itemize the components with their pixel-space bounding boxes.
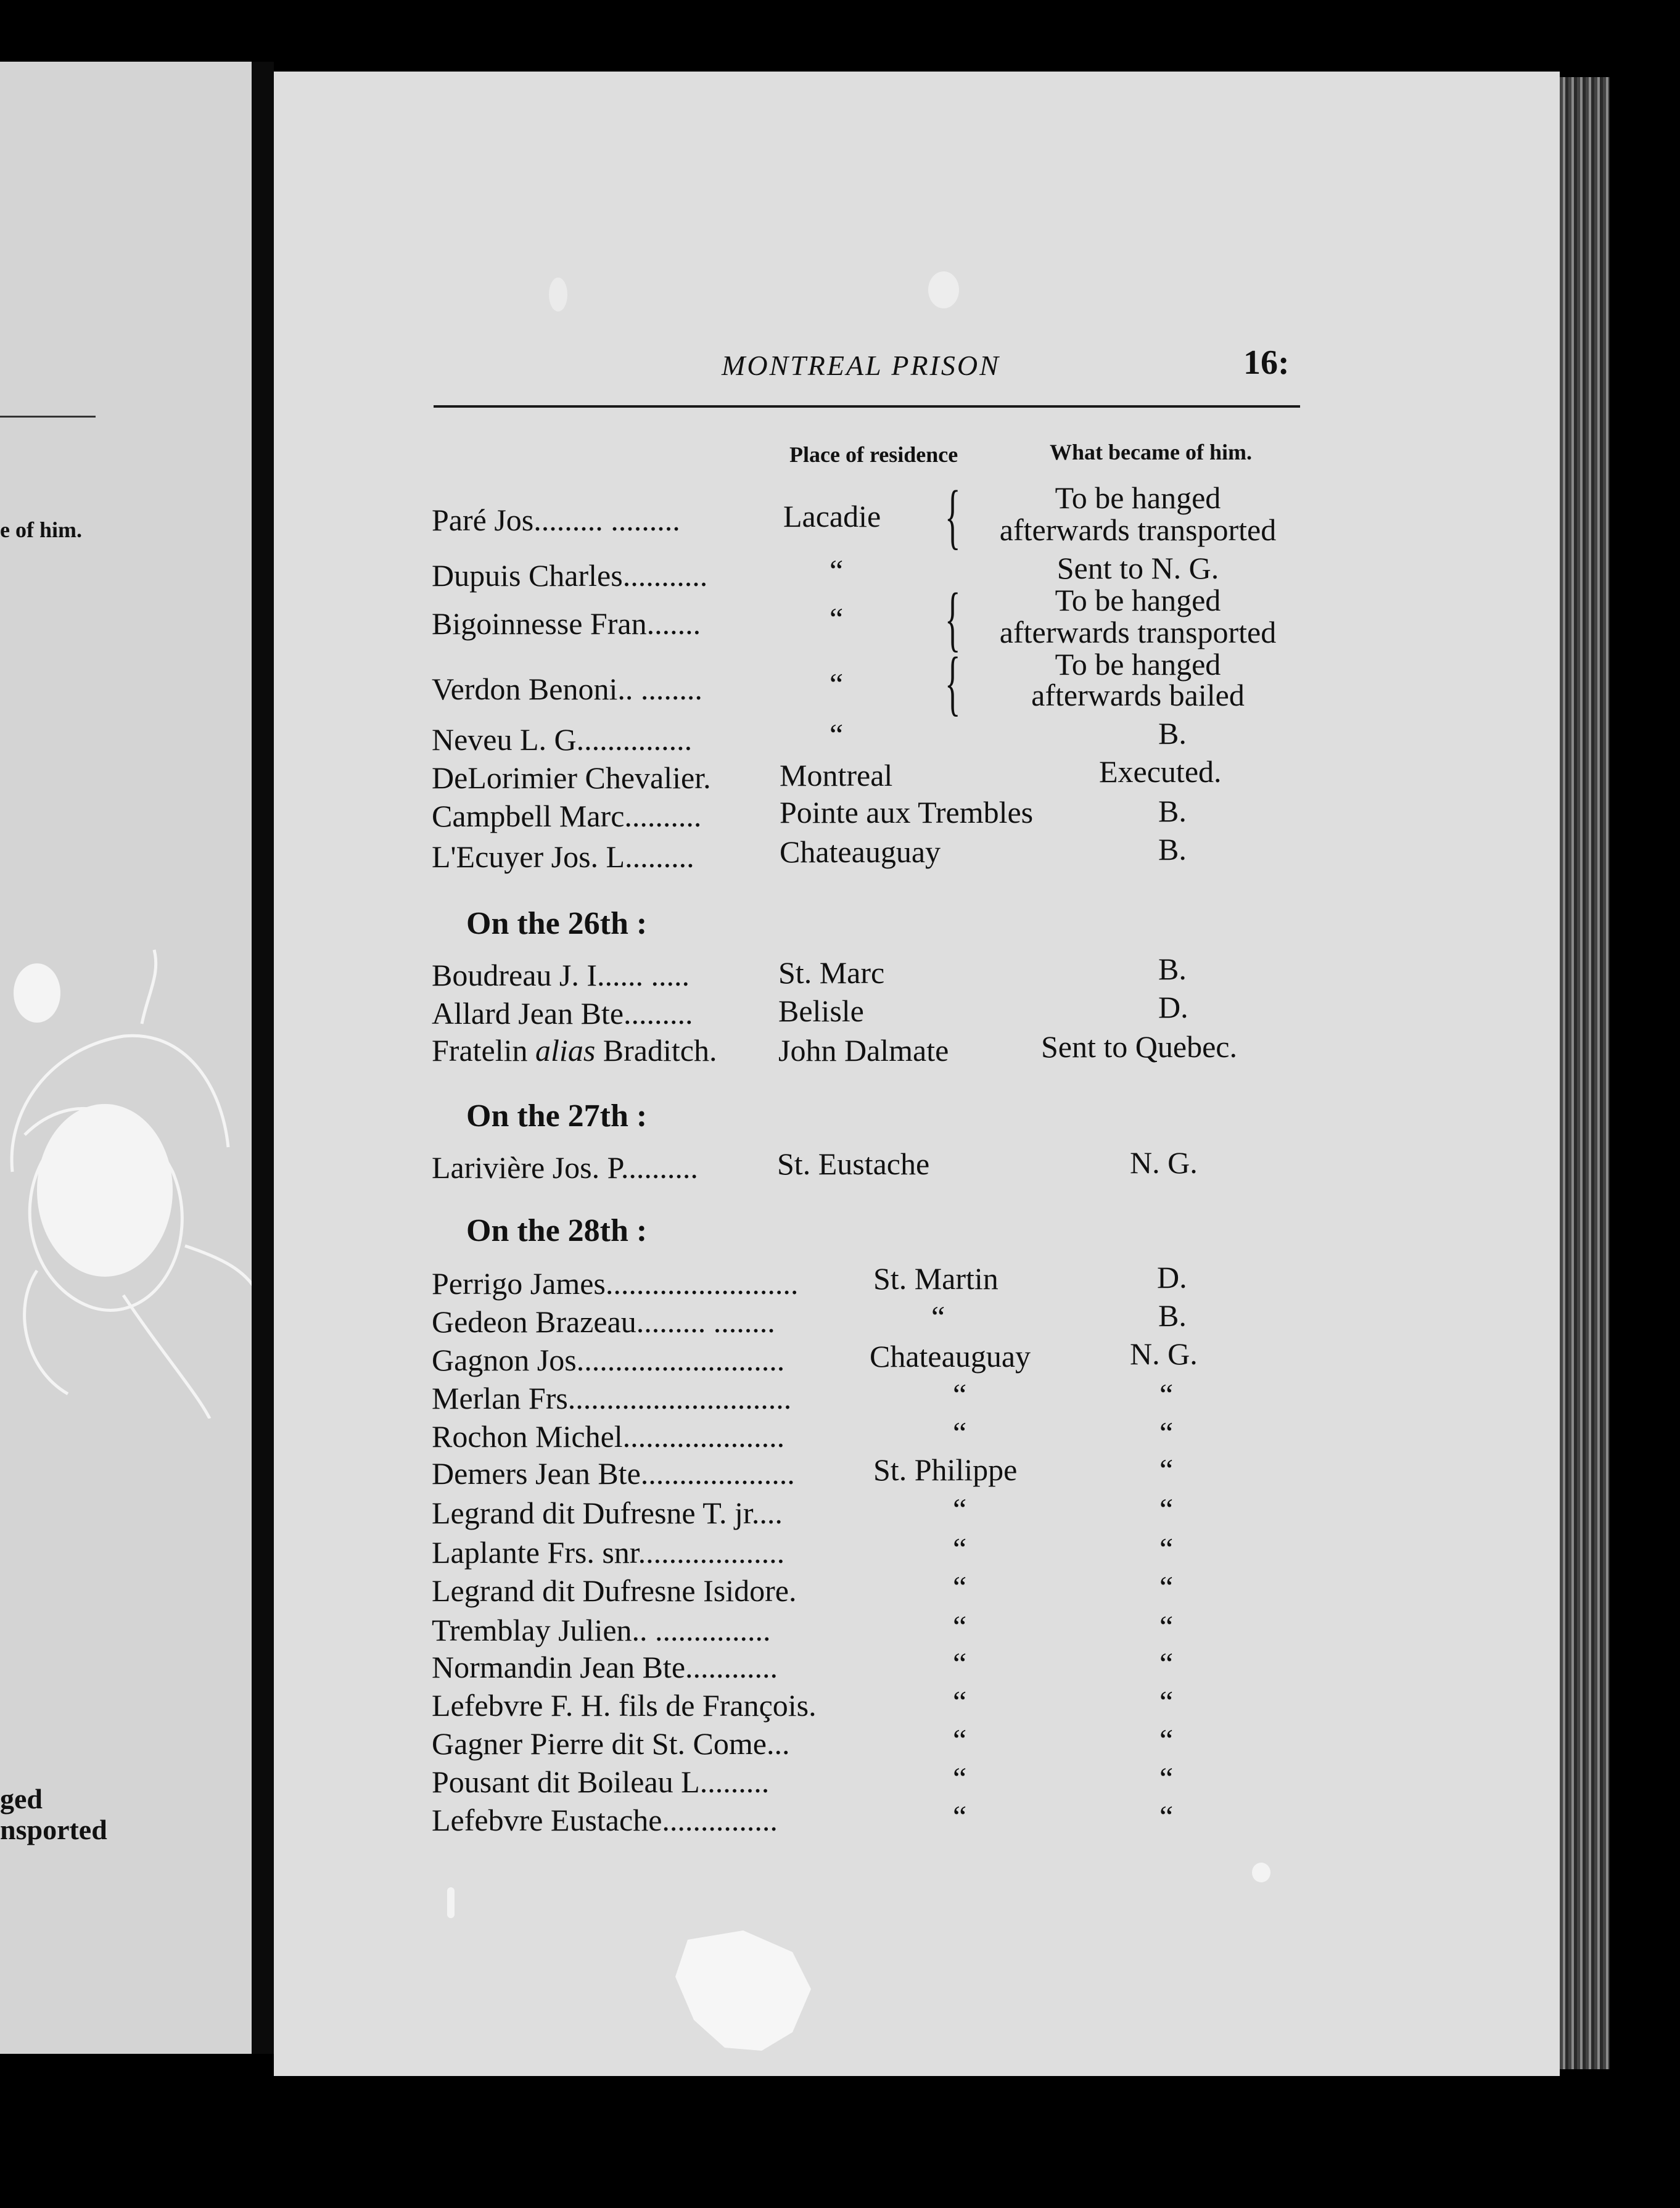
fate: B. <box>1158 1298 1187 1333</box>
fate-line-1: To be hanged <box>1055 583 1221 617</box>
column-header-fate: What became of him. <box>1050 440 1252 464</box>
brace: { <box>945 642 961 723</box>
residence-ditto: “ <box>830 667 844 701</box>
fate: B. <box>1158 716 1187 751</box>
brace: { <box>945 578 961 659</box>
prisoner-name: Legrand dit Dufresne T. jr.... <box>432 1496 783 1530</box>
residence-ditto: “ <box>953 1492 967 1526</box>
residence: John Dalmate <box>778 1033 949 1068</box>
fate-ditto: “ <box>1159 1570 1174 1604</box>
fate: Executed. <box>1099 754 1222 789</box>
residence: St. Philippe <box>873 1452 1018 1487</box>
prisoner-name: Gedeon Brazeau......... ........ <box>432 1304 775 1339</box>
residence: St. Eustache <box>777 1147 930 1181</box>
residence: Belisle <box>778 994 864 1028</box>
scan-speck <box>447 1887 455 1918</box>
fate-ditto: “ <box>1159 1761 1174 1795</box>
prisoner-name: Neveu L. G............... <box>432 722 693 757</box>
fate-ditto: “ <box>1159 1609 1174 1644</box>
section-heading-26th: On the 26th : <box>466 906 648 941</box>
residence-ditto: “ <box>953 1799 967 1834</box>
fate-ditto: “ <box>1159 1723 1174 1757</box>
prisoner-name: Rochon Michel..................... <box>432 1419 785 1454</box>
alias-word: alias <box>535 1033 596 1068</box>
residence: Pointe aux Trembles <box>780 795 1034 830</box>
scan-speck <box>549 278 567 311</box>
page-edges <box>1560 77 1610 2069</box>
brace: { <box>945 476 961 556</box>
scan-speck <box>928 271 959 308</box>
running-title: MONTREAL PRISON <box>722 350 1000 381</box>
prisoner-name: DeLorimier Chevalier. <box>432 760 711 795</box>
prisoner-name: Bigoinnesse Fran....... <box>432 606 701 641</box>
residence: Lacadie <box>783 499 881 533</box>
prisoner-name: Gagnon Jos........................... <box>432 1343 785 1377</box>
residence-ditto: “ <box>953 1723 967 1757</box>
section-heading-27th: On the 27th : <box>466 1098 648 1134</box>
prisoner-name: Lefebvre Eustache............... <box>432 1803 778 1837</box>
residence: Montreal <box>780 758 893 793</box>
left-page-rule <box>0 416 96 418</box>
prisoner-name: Merlan Frs............................. <box>432 1381 792 1415</box>
prisoner-name: Perrigo James......................... <box>432 1266 799 1301</box>
residence-ditto: “ <box>830 717 844 752</box>
prisoner-name: Larivière Jos. P.......... <box>432 1150 698 1185</box>
residence: Chateauguay <box>780 834 941 869</box>
prisoner-name: Verdon Benoni.. ........ <box>432 672 702 706</box>
prisoner-name: Normandin Jean Bte............ <box>432 1650 778 1684</box>
section-heading-28th: On the 28th : <box>466 1213 648 1248</box>
prisoner-name: Paré Jos......... ......... <box>432 503 680 537</box>
fate: Sent to Quebec. <box>1041 1029 1237 1064</box>
prisoner-name: Dupuis Charles........... <box>432 558 708 593</box>
residence-ditto: “ <box>953 1609 967 1644</box>
fate: B. <box>1158 794 1187 828</box>
fate: B. <box>1158 952 1187 986</box>
left-page-fragment-2: nsported <box>0 1814 107 1845</box>
torn-paper-patch <box>669 1927 823 2057</box>
fate-line-2: afterwards transported <box>999 615 1277 649</box>
residence-ditto: “ <box>953 1684 967 1719</box>
residence: St. Martin <box>873 1261 999 1296</box>
left-page-column-fragment: e of him. <box>0 517 82 542</box>
fate: N. G. <box>1130 1145 1198 1180</box>
residence-ditto: “ <box>953 1570 967 1604</box>
residence-ditto: “ <box>953 1415 967 1450</box>
fate-ditto: “ <box>1159 1452 1174 1487</box>
fate-ditto: “ <box>1159 1492 1174 1526</box>
fate: N. G. <box>1130 1337 1198 1371</box>
fate-ditto: “ <box>1159 1377 1174 1412</box>
fate-ditto: “ <box>1159 1415 1174 1450</box>
name-part: Braditch. <box>595 1033 717 1068</box>
left-page-fragment-1: ged <box>0 1783 43 1815</box>
residence-ditto: “ <box>953 1377 967 1412</box>
page-number: 16: <box>1243 344 1290 382</box>
residence-ditto: “ <box>830 601 844 636</box>
fate-line-1: To be hanged <box>1055 480 1221 515</box>
residence: Chateauguay <box>870 1339 1031 1374</box>
fate-line-1: To be hanged <box>1055 647 1221 682</box>
residence-ditto: “ <box>953 1531 967 1566</box>
residence-ditto: “ <box>953 1761 967 1795</box>
fate-ditto: “ <box>1159 1799 1174 1834</box>
fate-ditto: “ <box>1159 1684 1174 1719</box>
prisoner-name: Gagner Pierre dit St. Come... <box>432 1726 790 1761</box>
left-page-ink-blot <box>0 925 271 1419</box>
prisoner-name: Laplante Frs. snr................... <box>432 1535 785 1570</box>
prisoner-name: Demers Jean Bte.................... <box>432 1456 795 1491</box>
prisoner-name: Allard Jean Bte......... <box>432 996 693 1031</box>
prisoner-name: Boudreau J. I...... ..... <box>432 958 690 992</box>
prisoner-name: L'Ecuyer Jos. L......... <box>432 839 694 874</box>
residence-ditto: “ <box>953 1646 967 1681</box>
prisoner-name: Tremblay Julien.. ............... <box>432 1613 771 1647</box>
fate: D. <box>1157 1260 1187 1295</box>
prisoner-name <box>432 1035 717 1066</box>
fate-ditto: “ <box>1159 1646 1174 1681</box>
book-spine <box>252 62 274 2054</box>
fate: Sent to N. G. <box>1056 551 1219 585</box>
prisoner-name: Campbell Marc.......... <box>432 799 702 833</box>
fate-line-2: afterwards transported <box>999 513 1277 547</box>
fate: B. <box>1158 832 1187 867</box>
prisoner-name: Lefebvre F. H. fils de François. <box>432 1688 817 1723</box>
prisoner-name: Pousant dit Boileau L......... <box>432 1765 770 1799</box>
residence: St. Marc <box>778 955 885 990</box>
name-part: Fratelin <box>432 1033 536 1068</box>
column-header-residence: Place of residence <box>789 442 958 467</box>
fate-line-2: afterwards bailed <box>1031 678 1245 712</box>
scan-speck <box>1252 1863 1270 1882</box>
residence-ditto: “ <box>830 553 844 588</box>
prisoner-name: Legrand dit Dufresne Isidore. <box>432 1573 797 1608</box>
fate-ditto: “ <box>1159 1531 1174 1566</box>
header-rule <box>434 405 1300 408</box>
residence-ditto: “ <box>931 1300 945 1334</box>
fate: D. <box>1158 990 1188 1024</box>
